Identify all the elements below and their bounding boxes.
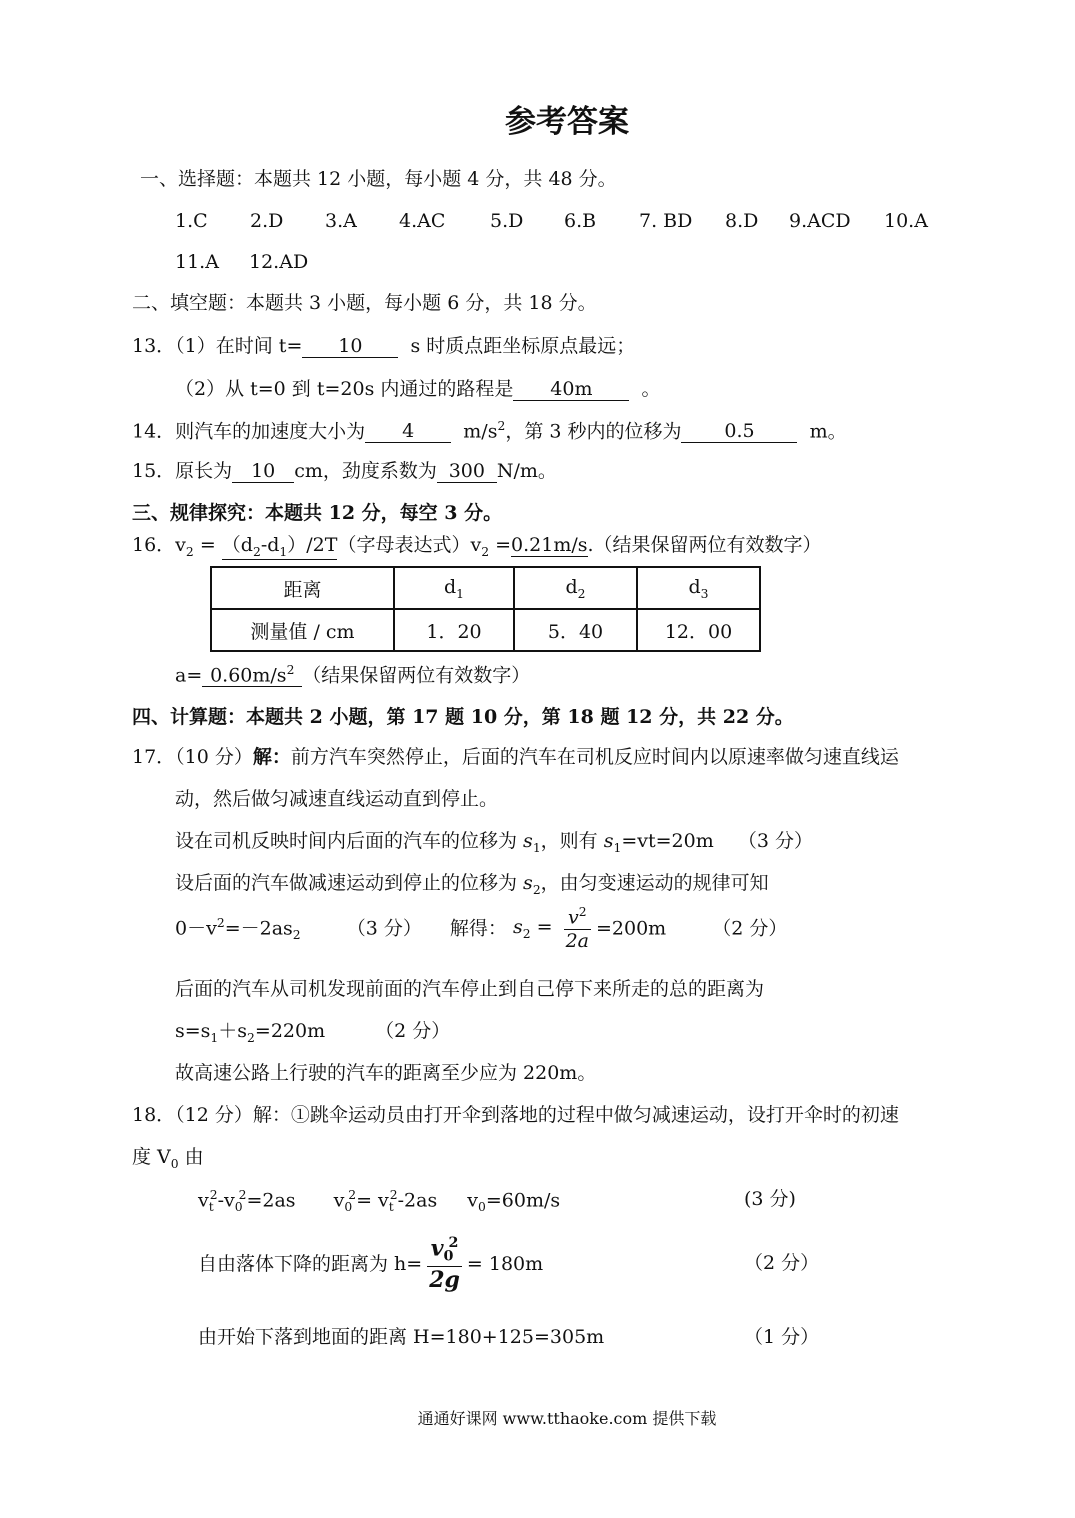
answer-5: 5.D bbox=[490, 210, 524, 232]
question-14 bbox=[132, 419, 847, 443]
q17-line-7: $s=s_1+s_2=220m$ （2 分） bbox=[175, 1020, 451, 1045]
section-3-heading: 三、规律探究：本题共 12 分，每空 3 分。 bbox=[132, 502, 503, 524]
q16-note-2: .（结果保留两位有效数字） bbox=[587, 534, 822, 556]
q16-prefix-sub: 2 bbox=[185, 544, 194, 559]
q18-equations: $v_t^2-v_0^2=2as$ $v_0^2= v_t^2-2as$ $v_0=60m/s$ bbox=[198, 1188, 561, 1215]
accel-prefix: a= bbox=[175, 664, 203, 687]
q17-line-1 bbox=[132, 746, 899, 769]
q17-solution-label: 解： bbox=[252, 746, 291, 768]
q17-line-8: 故高速公路上行驶的汽车的距离至少应为 220m。 bbox=[175, 1062, 597, 1084]
q18-free-fall: 自由落体下降的距离为 h= $\frac{v_0^2}{2g}$ = 180m bbox=[198, 1235, 544, 1294]
q15-prefix: 15．原长为 bbox=[132, 460, 233, 482]
q16-expr-c: ）/2T bbox=[287, 534, 338, 556]
q14-mid: ，第 3 秒内的位移为 bbox=[505, 420, 682, 443]
answer-6: 6.B bbox=[564, 210, 597, 232]
q16-note-1-eq: = bbox=[489, 534, 512, 556]
q16-prefix: 16．v bbox=[132, 534, 186, 556]
answer-4: 4.AC bbox=[399, 210, 446, 232]
fraction-v0sq-over-2g: $\frac{v_0^2}{2g}$ bbox=[425, 1236, 464, 1293]
q17-line-2: 动，然后做匀减速直线运动直到停止。 bbox=[175, 788, 499, 810]
q14-blank-2: 0.5 bbox=[681, 421, 797, 443]
q16-expr-b: -d bbox=[260, 534, 280, 556]
footer-text: 通通好课网 www.tthaoke.com 提供下载 bbox=[417, 1409, 717, 1428]
q18-line-2: 度 $V_0$ 由 bbox=[132, 1146, 204, 1171]
q17-score-4: （2 分） bbox=[375, 1020, 451, 1042]
q16-note-1-sub: 2 bbox=[481, 544, 490, 559]
q16-note-1: （字母表达式）v bbox=[337, 534, 482, 556]
choice-answers-row-2 bbox=[175, 251, 308, 274]
q15-mid: cm，劲度系数为 bbox=[294, 460, 437, 482]
table-cell: 12．00 bbox=[637, 609, 760, 651]
q18-total-distance: 由开始下落到地面的距离 H=180+125=305m bbox=[198, 1326, 605, 1348]
q16-expression bbox=[222, 535, 338, 560]
q17-score-2: （3 分） bbox=[346, 917, 422, 940]
q13b-prefix: （2）从 t=0 到 t=20s 内通过的路程是 bbox=[175, 378, 514, 400]
table-row bbox=[211, 609, 760, 651]
q17-line-6: 后面的汽车从司机发现前面的汽车停止到自己停下来所走的总的距离为 bbox=[175, 978, 765, 1000]
q16-eq: = bbox=[193, 534, 216, 556]
answer-10: 10.A bbox=[884, 210, 928, 232]
q17-line-4: 设后面的汽车做减速运动到停止的位移为 $s_2$，由匀变速运动的规律可知 bbox=[175, 872, 769, 897]
q15-blank-2: 300 bbox=[437, 461, 497, 483]
q16-expr-a: （d bbox=[221, 534, 253, 556]
q17-prefix: 17．（10 分） bbox=[132, 746, 253, 768]
answer-1: 1.C bbox=[175, 210, 208, 232]
section-4-heading: 四、计算题：本题共 2 小题，第 17 题 10 分，第 18 题 12 分，共 22 分。 bbox=[132, 706, 794, 728]
q18-line-1: 18．（12 分）解：①跳伞运动员由打开伞到落地的过程中做匀减速运动，设打开伞时的初速 bbox=[132, 1104, 899, 1126]
answer-12: 12.AD bbox=[249, 251, 309, 273]
q17-text: 前方汽车突然停止，后面的汽车在司机反应时间内以原速率做匀速直线运 bbox=[290, 746, 899, 768]
q16-expr-sub-1: 2 bbox=[252, 544, 261, 559]
measurement-table bbox=[210, 566, 761, 652]
answer-8: 8.D bbox=[725, 210, 759, 232]
table-header-cell: $d_3$ bbox=[637, 567, 760, 609]
q15-blank-1: 10 bbox=[232, 461, 294, 483]
q17-score-1: （3 分） bbox=[737, 830, 814, 852]
q18-score-2: （2 分） bbox=[744, 1252, 820, 1274]
table-cell: 1．20 bbox=[394, 609, 514, 651]
question-13-part-2 bbox=[175, 378, 660, 401]
q14-unit: m/s bbox=[463, 420, 498, 443]
table-header-cell: $d_1$ bbox=[394, 567, 514, 609]
question-16 bbox=[132, 534, 822, 560]
section-1-heading: 一、选择题：本题共 12 小题，每小题 4 分，共 48 分。 bbox=[140, 168, 617, 190]
q14-suffix: m。 bbox=[809, 420, 847, 443]
answer-7: 7. BD bbox=[639, 210, 693, 232]
q16-expr-sub-2: 1 bbox=[279, 544, 288, 559]
accel-suffix: （结果保留两位有效数字） bbox=[302, 664, 531, 687]
table-cell: 测量值 / cm bbox=[211, 609, 394, 651]
table-row bbox=[211, 567, 760, 609]
page-title: 参考答案 bbox=[505, 104, 629, 140]
q13b-blank: 40m bbox=[513, 379, 629, 401]
table-cell: 5．40 bbox=[514, 609, 637, 651]
q14-unit-sup: 2 bbox=[497, 419, 506, 433]
answer-11: 11.A bbox=[175, 251, 219, 273]
acceleration-answer bbox=[175, 664, 530, 687]
q14-prefix: 14．则汽车的加速度大小为 bbox=[132, 420, 366, 443]
answer-9: 9.ACD bbox=[789, 210, 851, 232]
answer-2: 2.D bbox=[250, 210, 284, 232]
question-15 bbox=[132, 460, 557, 483]
q17-line-3: 设在司机反映时间内后面的汽车的位移为 $s_1$，则有 $s_1=vt=20m$ （3 分） bbox=[175, 830, 814, 855]
accel-value: $0.60m/s^2$ bbox=[202, 664, 302, 687]
answer-3: 3.A bbox=[325, 210, 357, 232]
q15-suffix: N/m。 bbox=[496, 460, 557, 482]
q14-blank-1: 4 bbox=[365, 421, 451, 443]
q17-score-3: （2 分） bbox=[712, 917, 788, 940]
q13a-prefix: 13．（1）在时间 t= bbox=[132, 335, 303, 357]
q18-score-1: (3 分) bbox=[744, 1188, 796, 1210]
q13b-suffix: 。 bbox=[641, 378, 661, 400]
choice-answers-row-1 bbox=[175, 210, 928, 233]
q17-equation: $0-v^2=-2as_2$ （3 分） 解得： $s_2$ = $\frac{v^2}{2a}$ =200m （2 分） bbox=[175, 905, 788, 953]
q13a-blank: 10 bbox=[302, 336, 398, 358]
question-13-part-1 bbox=[132, 335, 635, 358]
q13a-suffix: s 时质点距坐标原点最远； bbox=[410, 335, 636, 357]
q16-value: 0.21m/s bbox=[511, 534, 588, 556]
q18-score-3: （1 分） bbox=[744, 1326, 820, 1348]
fraction-v2-over-2a: $\frac{v^2}{2a}$ bbox=[565, 905, 589, 953]
section-2-heading: 二、填空题：本题共 3 小题，每小题 6 分，共 18 分。 bbox=[132, 292, 597, 314]
table-header-cell: 距离 bbox=[211, 567, 394, 609]
table-header-cell: $d_2$ bbox=[514, 567, 637, 609]
